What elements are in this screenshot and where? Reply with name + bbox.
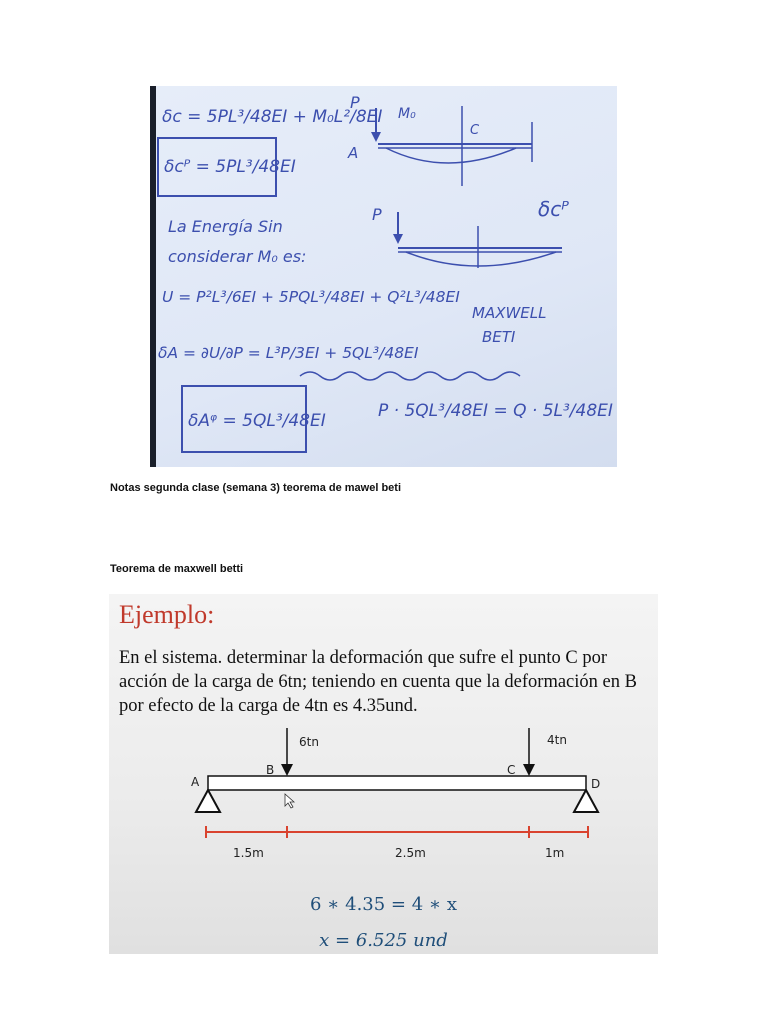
note-line-3: La Energía Sin <box>168 217 283 236</box>
span-cd-label: 1m <box>545 846 565 860</box>
note-line-6: δA = ∂U/∂P = L³P/3EI + 5QL³/48EI <box>158 344 419 362</box>
point-b-label: B <box>266 763 275 777</box>
point-c-label: C <box>507 763 516 777</box>
note-line-4: considerar M₀ es: <box>168 247 307 266</box>
sketch-label-c: C <box>470 123 480 138</box>
span-ab-label: 1.5m <box>233 846 264 860</box>
wavy-separator <box>300 372 520 380</box>
note-line-2: δcᴾ = 5PL³/48EI <box>164 157 296 177</box>
betti-label: BETI <box>482 328 516 346</box>
note-line-7: δAᵠ = 5QL³/48EI <box>188 411 326 431</box>
sketch-label-p2: P <box>372 205 382 224</box>
sketch-deflection-1 <box>386 148 516 163</box>
sketch-label-m0: M₀ <box>398 106 416 122</box>
note-line-5: U = P²L³/6EI + 5PQL³/48EI + Q²L³/48EI <box>162 288 460 306</box>
mouse-cursor-icon <box>285 794 294 808</box>
equation-2: x = 6.525 und <box>319 930 448 951</box>
slide-title: Ejemplo: <box>119 600 215 629</box>
support-d <box>574 790 598 812</box>
span-bc-label: 2.5m <box>395 846 426 860</box>
sketch-deflection-2 <box>406 252 556 266</box>
load-6tn-arrow <box>281 764 293 776</box>
load-6tn-label: 6tn <box>299 735 319 749</box>
theorem-caption: Teorema de maxwell betti <box>110 563 244 575</box>
note-line-8: P · 5QL³/48EI = Q · 5L³/48EI <box>378 401 613 421</box>
slide-problem-text: En el sistema. determinar la deformación que sufre el punto C por acción de la carga de 6tn; teniendo en cuenta que la deformación en B por efecto de la carga de 4tn es 4.35und. <box>119 648 637 716</box>
whiteboard-photo <box>150 86 617 467</box>
beam <box>208 776 586 790</box>
point-a-label: A <box>191 775 200 789</box>
equation-1: 6 ∗ 4.35 = 4 ∗ x <box>309 894 457 915</box>
support-a <box>196 790 220 812</box>
example-slide <box>109 594 658 954</box>
sketch-load-p1-arrow <box>371 132 381 142</box>
sketch-label-a: A <box>348 144 359 162</box>
sketch-label-p1: P <box>350 93 360 112</box>
whiteboard-drawing <box>150 86 617 467</box>
note-line-1: δc = 5PL³/48EI + M₀L²/8EI <box>162 107 383 127</box>
point-d-label: D <box>591 777 601 791</box>
notes-caption: Notas segunda clase (semana 3) teorema de mawel beti <box>110 482 402 494</box>
delta-c-label: δcᴾ <box>538 197 569 221</box>
sketch-load-p2-arrow <box>393 234 403 244</box>
load-4tn-label: 4tn <box>547 733 567 747</box>
maxwell-label: MAXWELL <box>472 304 547 322</box>
load-4tn-arrow <box>523 764 535 776</box>
